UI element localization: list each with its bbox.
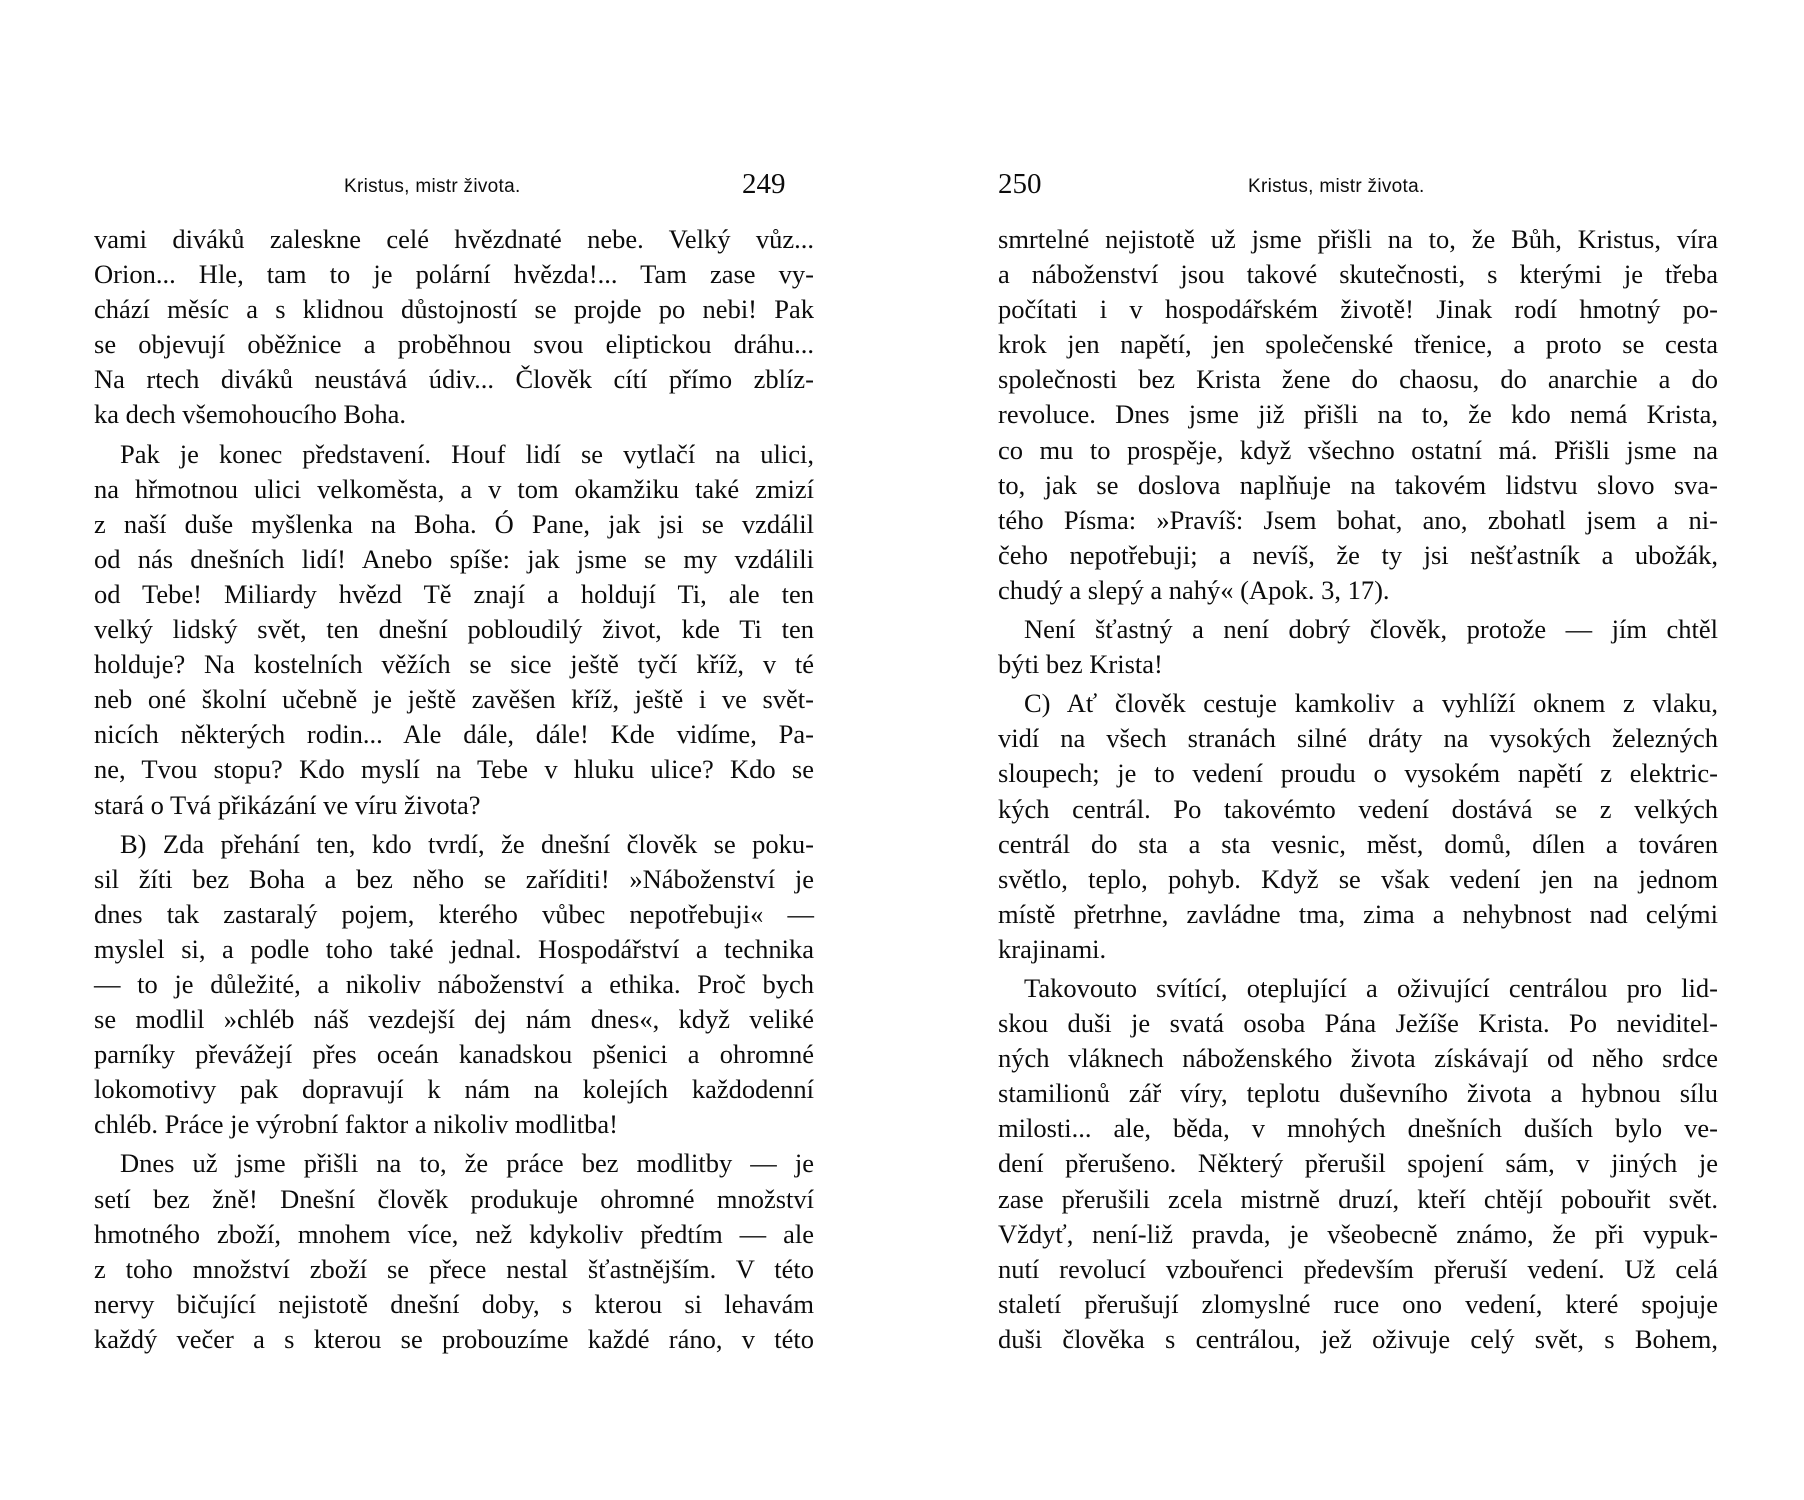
text-line: světlo, teplo, pohyb. Když se však vedení jen na jednom bbox=[998, 863, 1718, 894]
text-line: sloupech; je to vedení proudu o vysokém napětí z elektric- bbox=[998, 758, 1718, 789]
text-line: chází měsíc a s klidnou důstojností se projde po nebi! Pak bbox=[94, 294, 814, 325]
text-line: smrtelné nejistotě už jsme přišli na to, že Bůh, Kristus, víra bbox=[998, 224, 1718, 254]
text-line: setí bez žně! Dnešní člověk produkuje ohromné množství bbox=[94, 1183, 814, 1214]
text-line: skou duši je svatá osoba Pána Ježíše Krista. Po neviditel- bbox=[998, 1008, 1718, 1039]
paragraph bbox=[998, 971, 1718, 1357]
text-line: ka dech všemohoucího Boha. bbox=[94, 399, 407, 430]
page-number: 250 bbox=[998, 168, 1042, 200]
text-line: holduje? Na kostelních věžích se sice ještě tyčí kříž, v té bbox=[94, 649, 814, 680]
page-body bbox=[94, 222, 814, 1357]
text-line: — to je důležité, a nikoliv náboženství a ethika. Proč bych bbox=[94, 968, 814, 999]
text-line: hmotného zboží, mnohem více, než kdykoliv předtím — ale bbox=[94, 1218, 814, 1249]
text-line: z toho množství zboží se přece nestal šťastnějším. V této bbox=[94, 1253, 814, 1284]
text-line: od Tebe! Miliardy hvězd Tě znají a holdují Ti, ale ten bbox=[94, 578, 814, 609]
text-line: místě přetrhne, zavládne tma, zima a nehybnost nad celými bbox=[998, 898, 1718, 929]
text-line: býti bez Krista! bbox=[998, 649, 1163, 680]
text-line: staletí přerušují zlomyslné ruce ono vedení, které spojuje bbox=[998, 1288, 1718, 1319]
paragraph bbox=[998, 612, 1718, 682]
running-head bbox=[998, 168, 1718, 208]
text-line: se modlil »chléb náš vezdejší dej nám dnes«, když veliké bbox=[94, 1004, 814, 1035]
text-line: společnosti bez Krista žene do chaosu, do anarchie a do bbox=[998, 364, 1718, 395]
running-title: Kristus, mistr života. bbox=[1248, 176, 1425, 197]
text-line: stamilionů zář víry, teplotu duševního života a hybnou sílu bbox=[998, 1078, 1718, 1109]
text-line: krok jen napětí, jen společenské třenice, a proto se cesta bbox=[998, 329, 1718, 360]
running-title: Kristus, mistr života. bbox=[344, 176, 521, 197]
text-line: to, jak se doslova naplňuje na takovém lidstvu slovo sva- bbox=[998, 469, 1718, 500]
text-line: co mu to prospěje, když všechno ostatní má. Přišli jsme na bbox=[998, 434, 1718, 465]
text-line: dení přerušeno. Některý přerušil spojení sám, v jiných je bbox=[998, 1148, 1718, 1179]
text-line: Dnes už jsme přišli na to, že práce bez modlitby — je bbox=[120, 1148, 814, 1179]
text-line: lokomotivy pak dopravují k nám na kolejích každodenní bbox=[94, 1074, 814, 1105]
text-line: sil žíti bez Boha a bez něho se zaříditi! »Náboženství je bbox=[94, 863, 814, 894]
text-line: B) Zda přehání ten, kdo tvrdí, že dnešní člověk se poku- bbox=[120, 828, 814, 859]
paragraph bbox=[998, 222, 1718, 608]
text-line: parníky převážejí přes oceán kanadskou pšenici a ohromné bbox=[94, 1039, 814, 1070]
text-line: ných vláknech náboženského života získávají od něho srdce bbox=[998, 1043, 1718, 1074]
text-line: vami diváků zaleskne celé hvězdnaté nebe. Velký vůz... bbox=[94, 224, 814, 254]
text-line: nutí revolucí vzbouřenci především přeruší vedení. Už celá bbox=[998, 1253, 1718, 1284]
text-line: Vždyť, není-liž pravda, je všeobecně známo, že při vypuk- bbox=[998, 1218, 1718, 1249]
text-line: se objevují oběžnice a proběhnou svou eliptickou dráhu... bbox=[94, 329, 814, 360]
text-line: každý večer a s kterou se probouzíme každé ráno, v této bbox=[94, 1323, 814, 1354]
paragraph bbox=[94, 222, 814, 433]
text-line: kých centrál. Po takovémto vedení dostává se z velkých bbox=[998, 793, 1718, 824]
text-line: stará o Tvá přikázání ve víru života? bbox=[94, 789, 481, 820]
text-line: Orion... Hle, tam to je polární hvězda!... Tam zase vy- bbox=[94, 259, 814, 290]
text-line: počítati i v hospodářském životě! Jinak rodí hmotný po- bbox=[998, 294, 1718, 325]
text-line: čeho nepotřebuji; a nevíš, že ty jsi nešťastník a ubožák, bbox=[998, 539, 1718, 570]
text-line: Není šťastný a není dobrý člověk, protože — jím chtěl bbox=[1024, 614, 1718, 645]
text-line: Na rtech diváků neustává údiv... Člověk cítí přímo zblíz- bbox=[94, 364, 814, 395]
paragraph bbox=[998, 686, 1718, 967]
page-body bbox=[998, 222, 1718, 1357]
text-line: nervy bičující nejistotě dnešní doby, s kterou si lehavám bbox=[94, 1288, 814, 1319]
text-line: ne, Tvou stopu? Kdo myslí na Tebe v hluku ulice? Kdo se bbox=[94, 754, 814, 785]
running-head bbox=[94, 168, 814, 208]
text-line: zase přerušili zcela mistrně druzí, kteří chtějí pobouřit svět. bbox=[998, 1183, 1718, 1214]
text-line: chudý a slepý a nahý« (Apok. 3, 17). bbox=[998, 574, 1390, 605]
text-line: duši člověka s centrálou, jež oživuje celý svět, s Bohem, bbox=[998, 1323, 1718, 1354]
text-line: myslel si, a podle toho také jednal. Hospodářství a technika bbox=[94, 933, 814, 964]
text-line: tého Písma: »Pravíš: Jsem bohat, ano, zbohatl jsem a ni- bbox=[998, 504, 1718, 535]
text-line: vidí na všech stranách silné dráty na vysokých železných bbox=[998, 723, 1718, 754]
page-number: 249 bbox=[742, 168, 786, 200]
text-line: velký lidský svět, ten dnešní pobloudilý život, kde Ti ten bbox=[94, 614, 814, 645]
text-line: Takovouto svítící, oteplující a oživující centrálou pro lid- bbox=[1024, 972, 1718, 1003]
paragraph bbox=[94, 827, 814, 1143]
text-line: krajinami. bbox=[998, 933, 1107, 964]
paragraph bbox=[94, 437, 814, 823]
text-line: C) Ať člověk cestuje kamkoliv a vyhlíží oknem z vlaku, bbox=[1024, 688, 1718, 719]
text-line: na hřmotnou ulici velkoměsta, a v tom okamžiku také zmizí bbox=[94, 473, 814, 504]
text-line: chléb. Práce je výrobní faktor a nikoliv modlitba! bbox=[94, 1109, 618, 1140]
text-line: a náboženství jsou takové skutečnosti, s kterými je třeba bbox=[998, 259, 1718, 290]
paragraph bbox=[94, 1146, 814, 1357]
text-line: neb oné školní učebně je ještě zavěšen kříž, ještě i ve svět- bbox=[94, 684, 814, 715]
text-line: Pak je konec představení. Houf lidí se vytlačí na ulici, bbox=[120, 438, 814, 469]
text-line: revoluce. Dnes jsme již přišli na to, že kdo nemá Krista, bbox=[998, 399, 1718, 430]
text-line: z naší duše myšlenka na Boha. Ó Pane, jak jsi se vzdálil bbox=[94, 508, 814, 539]
text-line: nicích některých rodin... Ale dále, dále! Kde vidíme, Pa- bbox=[94, 719, 814, 750]
text-line: od nás dnešních lidí! Anebo spíše: jak jsme se my vzdálili bbox=[94, 543, 814, 574]
text-line: centrál do sta a sta vesnic, měst, domů, dílen a továren bbox=[998, 828, 1718, 859]
text-line: milosti... ale, běda, v mnohých dnešních duších bylo ve- bbox=[998, 1113, 1718, 1144]
text-line: dnes tak zastaralý pojem, kterého vůbec nepotřebuji« — bbox=[94, 898, 814, 929]
